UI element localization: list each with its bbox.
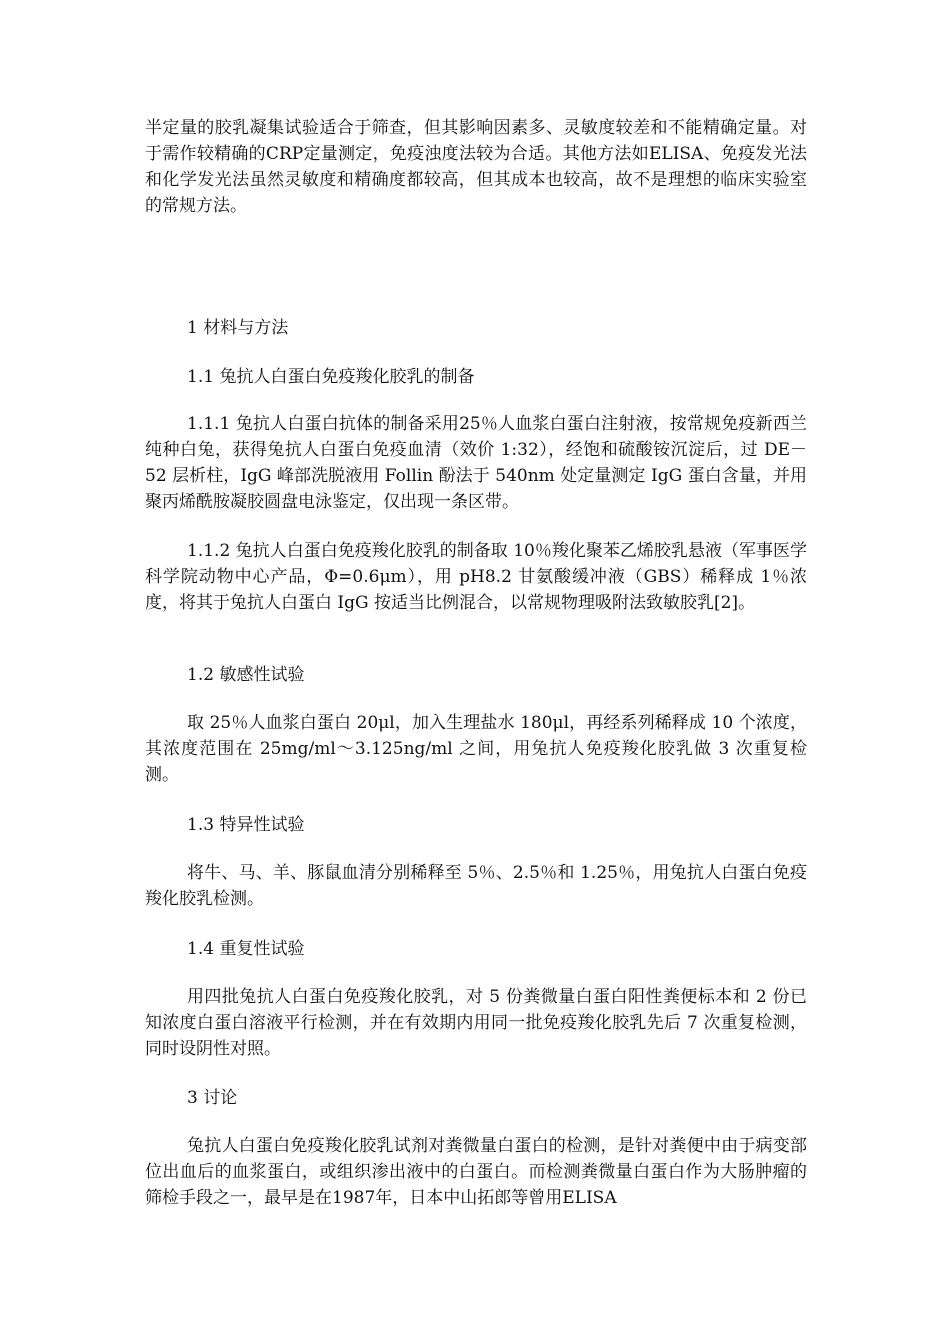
section-1-1-2-paragraph: 1.1.2 兔抗人白蛋白免疫羧化胶乳的制备取 10％羧化聚苯乙烯胶乳悬液（军事医学科学院动物中心产品，Φ=0.6μm），用 pH8.2 甘氨酸缓冲液（GBS）稀释成 1％浓度，将其于兔抗人白蛋白 IgG 按适当比例混合，以常规物理吸附法致敏胶乳[2]。: [145, 541, 807, 613]
intro-paragraph: 半定量的胶乳凝集试验适合于筛查，但其影响因素多、灵敏度较差和不能精确定量。对于需作较精确的CRP定量测定，免疫浊度法较为合适。其他方法如ELISA、免疫发光法和化学发光法虽然灵敏度和精确度都较高，但其成本也较高，故不是理想的临床实验室的常规方法。: [145, 118, 807, 216]
section-1-3-paragraph: 将牛、马、羊、豚鼠血清分别稀释至 5％、2.5％和 1.25％，用兔抗人白蛋白免疫羧化胶乳检测。: [145, 863, 807, 909]
section-1-4-heading: 1.4 重复性试验: [187, 939, 305, 959]
section-1-1-1-paragraph: 1.1.1 兔抗人白蛋白抗体的制备采用25％人血浆白蛋白注射液，按常规免疫新西兰纯种白兔，获得兔抗人白蛋白免疫血清（效价 1:32），经饱和硫酸铵沉淀后，过 DE－52 层析柱，IgG 峰部洗脱液用 Follin 酚法于 540nm 处定量测定 IgG 蛋白含量，并用聚丙烯酰胺凝胶圆盘电泳鉴定，仅出现一条区带。: [145, 414, 807, 512]
section-1-2-paragraph: 取 25％人血浆白蛋白 20μl，加入生理盐水 180μl，再经系列稀释成 10 个浓度，其浓度范围在 25mg/ml～3.125ng/ml 之间，用兔抗人免疫羧化胶乳做 3 次重复检测。: [145, 713, 807, 785]
section-1-heading: 1 材料与方法: [187, 318, 289, 338]
section-1-1-heading: 1.1 兔抗人白蛋白免疫羧化胶乳的制备: [187, 367, 475, 387]
section-3-paragraph: 兔抗人白蛋白免疫羧化胶乳试剂对粪微量白蛋白的检测，是针对粪便中由于病变部位出血后的血浆蛋白，或组织渗出液中的白蛋白。而检测粪微量白蛋白作为大肠肿瘤的筛检手段之一，最早是在1987年，日本中山拓郎等曾用ELISA: [145, 1136, 807, 1208]
section-1-3-heading: 1.3 特异性试验: [187, 815, 305, 835]
section-1-2-heading: 1.2 敏感性试验: [187, 665, 305, 685]
section-3-heading: 3 讨论: [187, 1088, 238, 1108]
section-1-4-paragraph: 用四批兔抗人白蛋白免疫羧化胶乳，对 5 份粪微量白蛋白阳性粪便标本和 2 份已知浓度白蛋白溶液平行检测，并在有效期内用同一批免疫羧化胶乳先后 7 次重复检测，同时设阴性对照。: [145, 987, 807, 1059]
